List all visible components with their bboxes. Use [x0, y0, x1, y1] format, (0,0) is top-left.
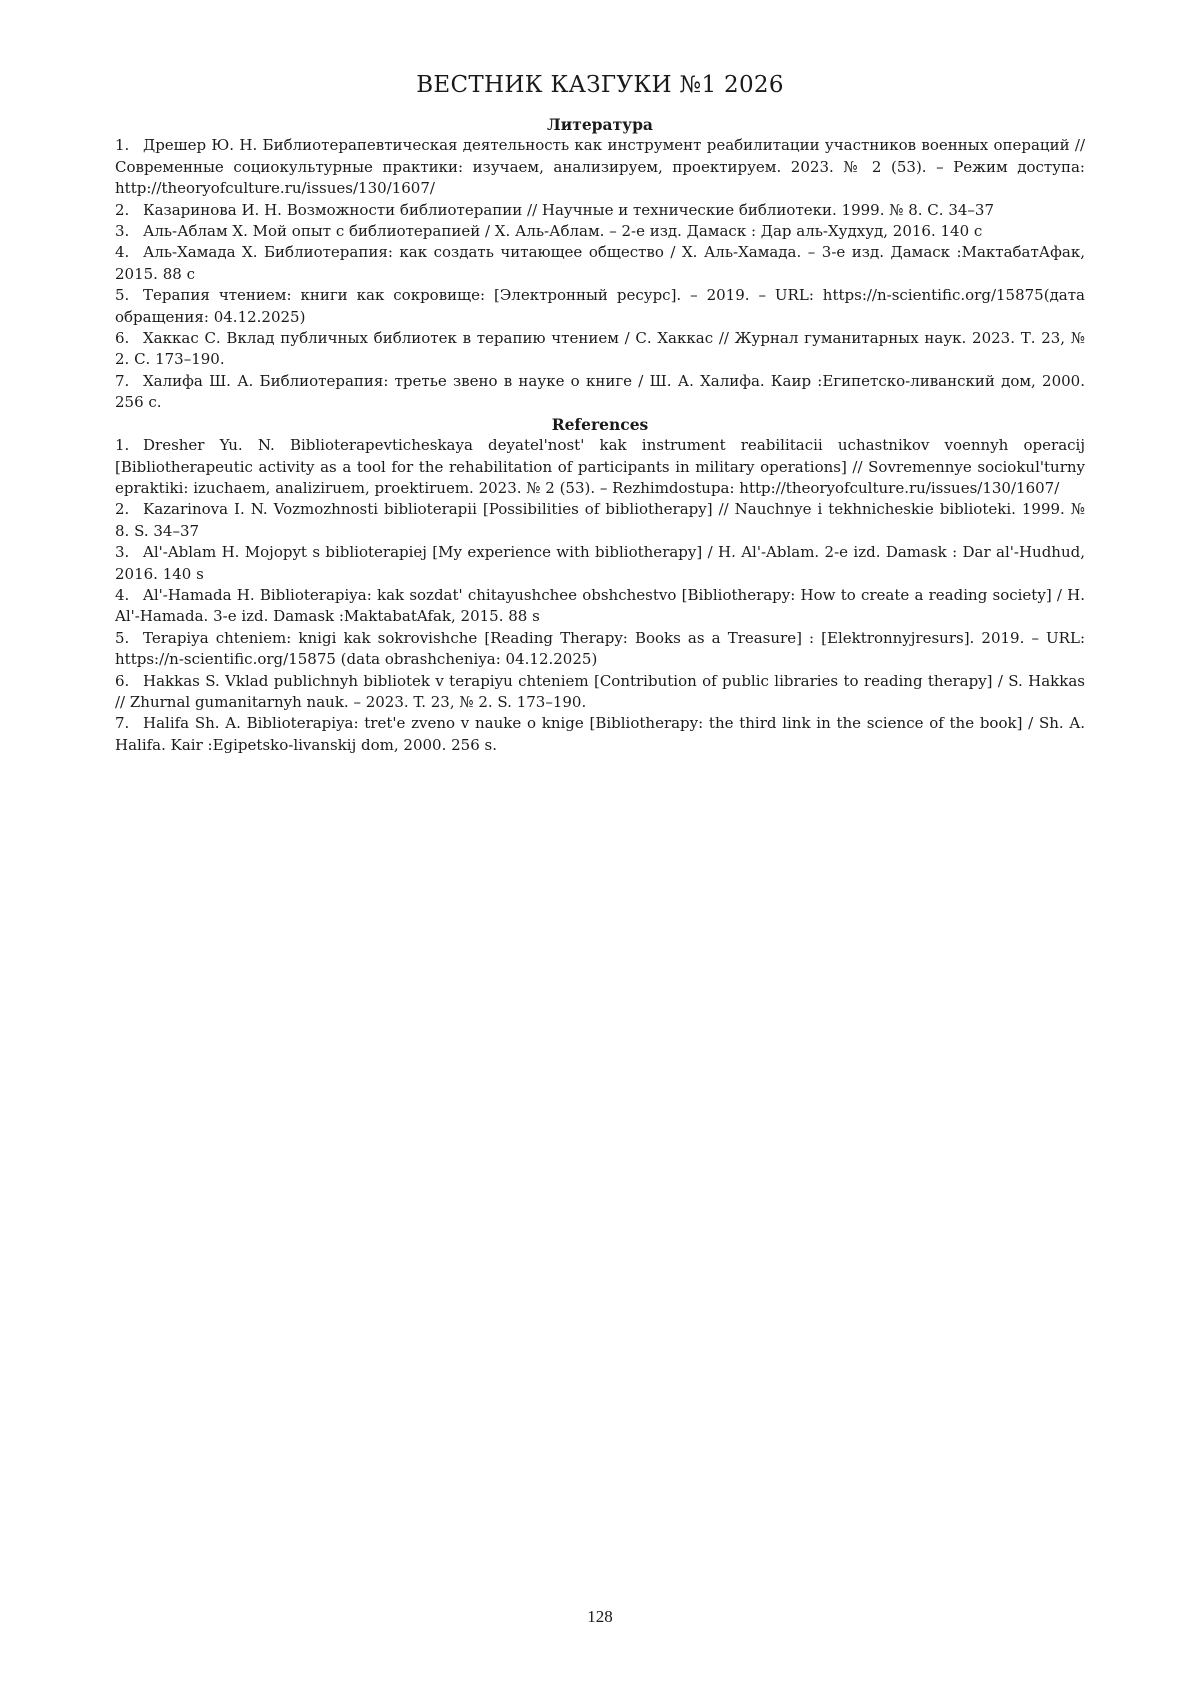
item-text: Terapiya chteniem: knigi kak sokrovishche [Reading Therapy: Books as a Treasure] : [Elektronnyjresurs]. 2019. – URL: https://n-scientific.org/15875 (data obrashcheniya: 04.12.2025) — [115, 628, 1085, 669]
list-item — [115, 585, 1085, 628]
list-item — [115, 242, 1085, 285]
item-text: Аль-Хамада Х. Библиотерапия: как создать читающее общество / Х. Аль-Хамада. – 3-е изд. Дамаск :МактабатАфак, 2015. 88 с — [115, 243, 1085, 283]
item-text: Терапия чтением: книги как сокровище: [Электронный ресурс]. – 2019. – URL: https://n-scientific.org/15875(дата обращения: 04.12.2025) — [115, 286, 1085, 326]
list-item — [115, 135, 1085, 199]
item-number: 2. — [115, 500, 130, 519]
item-number: 5. — [115, 628, 130, 647]
item-number: 4. — [115, 585, 130, 604]
item-number: 3. — [115, 222, 130, 241]
list-item — [115, 328, 1085, 371]
list-item — [115, 285, 1085, 328]
item-text: Хаккас С. Вклад публичных библиотек в терапию чтением / С. Хаккас // Журнал гуманитарных наук. 2023. Т. 23, № 2. С. 173–190. — [115, 329, 1085, 369]
list-item — [115, 371, 1085, 414]
journal-header: ВЕСТНИК КАЗГУКИ №1 2026 — [416, 72, 784, 98]
list-item — [115, 542, 1085, 585]
list-item — [115, 200, 1085, 221]
item-number: 2. — [115, 200, 130, 219]
item-number: 5. — [115, 286, 130, 305]
references-list — [115, 435, 1085, 756]
item-number: 7. — [115, 371, 130, 390]
item-text: Kazarinova I. N. Vozmozhnosti biblioterapii [Possibilities of bibliotherapy] // Nauchnye i tekhnicheskie biblioteki. 1999. № 8. S. 34–37 — [115, 500, 1085, 540]
item-text: Dresher Yu. N. Biblioterapevticheskaya deyatel'nost' kak instrument reabilitacii uchastnikov voennyh operacij [Bibliotherapeutic activity as a tool for the rehabilitation of participants in military operations] // Sovremennye sociokul'turny epraktiki: izuchaem, analiziruem, proektiruem. 2023. № 2 (53). – Rezhimdostupa: http://theoryofculture.ru/issues/130/1607/ — [115, 436, 1085, 497]
item-number: 6. — [115, 329, 130, 348]
item-text: Аль-Аблам Х. Мой опыт с библиотерапией / Х. Аль-Аблам. – 2-е изд. Дамаск : Дар аль-Худхуд, 2016. 140 с — [143, 222, 983, 241]
main-content — [115, 114, 1085, 756]
item-number: 3. — [115, 543, 130, 562]
list-item — [115, 435, 1085, 499]
references-title: References — [551, 414, 649, 434]
list-item — [115, 499, 1085, 542]
item-number: 7. — [115, 714, 130, 733]
item-text: Halifa Sh. A. Biblioterapiya: tret'e zveno v nauke o knige [Bibliotherapy: the third link in the science of the book] / Sh. A. Halifa. Kair :Egipetsko-livanskij dom, 2000. 256 s. — [115, 714, 1085, 754]
item-number: 6. — [115, 671, 130, 690]
list-item — [115, 671, 1085, 714]
item-text: Al'-Ablam H. Mojopyt s biblioterapiej [My experience with bibliotherapy] / H. Al'-Ablam. 2-e izd. Damask : Dar al'-Hudhud, 2016. 140 s — [115, 543, 1085, 583]
item-text: Hakkas S. Vklad publichnyh bibliotek v terapiyu chteniem [Contribution of public libraries to reading therapy] / S. Hakkas // Zhurnal gumanitarnyh nauk. – 2023. T. 23, № 2. S. 173–190. — [115, 671, 1085, 711]
item-text: Халифа Ш. А. Библиотерапия: третье звено в науке о книге / Ш. А. Халифа. Каир :Египетско-ливанский дом, 2000. 256 с. — [115, 371, 1085, 412]
item-number: 4. — [115, 243, 130, 262]
item-text: Дрешер Ю. Н. Библиотерапевтическая деятельность как инструмент реабилитации участников военных операций // Современные социокультурные практики: изучаем, анализируем, проектируем. 2023. № 2 (53). – Режим доступа: http://theoryofculture.ru/issues/130/1607/ — [115, 136, 1085, 198]
list-item — [115, 221, 1085, 242]
literatura-list — [115, 135, 1085, 413]
page-number: 128 — [587, 1607, 613, 1626]
list-item — [115, 713, 1085, 756]
item-text: Казаринова И. Н. Возможности библиотерапии // Научные и технические библиотеки. 1999. № 8. С. 34–37 — [143, 200, 994, 219]
item-text: Al'-Hamada H. Biblioterapiya: kak sozdat' chitayushchee obshchestvo [Bibliotherapy: How to create a reading society] / H. Al'-Hamada. 3-e izd. Damask :MaktabatAfak, 2015. 88 s — [115, 585, 1085, 626]
item-number: 1. — [115, 136, 130, 155]
list-item — [115, 628, 1085, 671]
literatura-title: Литература — [547, 115, 653, 134]
item-number: 1. — [115, 436, 130, 455]
